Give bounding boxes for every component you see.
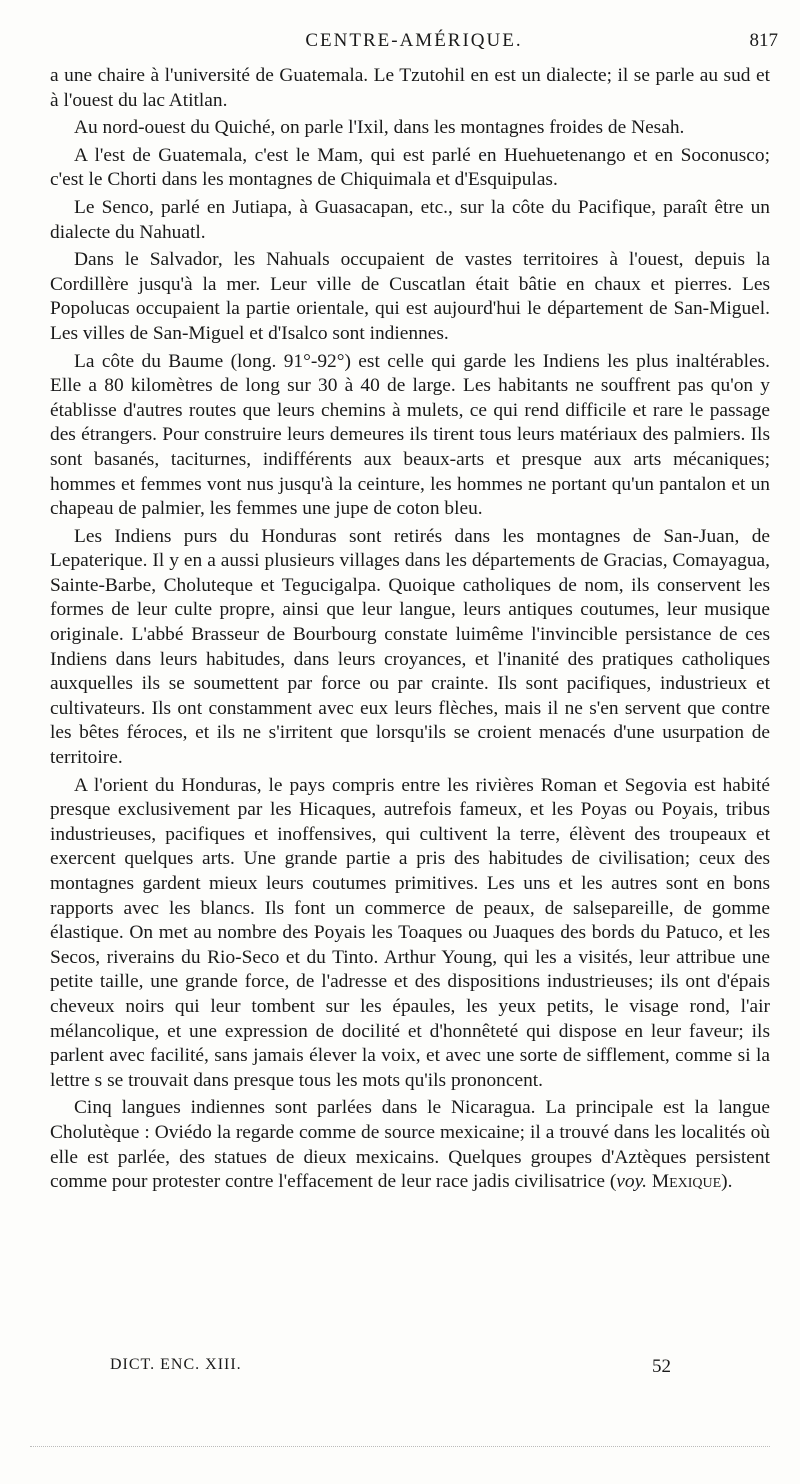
paragraph: a une chaire à l'université de Guatemala. Le Tzutohil en est un dialecte; il se parle au sud et à l'ouest du lac Atitlan.	[50, 65, 770, 111]
page-number: 817	[749, 30, 778, 51]
cross-reference: Mexique	[651, 1171, 722, 1193]
paragraph: La côte du Baume (long. 91°-92°) est celle qui garde les Indiens les plus inaltérables. Elle a 80 kilomètres de long sur 30 à 40 de large. Les habitants ne souffrent pas qu'on y établisse d'autres routes que leurs chemins à mulets, ce qui rend difficile et rare le passage des étrangers. Pour construire leurs demeures ils tirent tous leurs matériaux des palmiers. Ils sont basanés, taciturnes, indifférents aux beaux-arts et presque aux arts mécaniques; hommes et femmes vont nus jusqu'à la ceinture, les hommes ne portant qu'un pantalon et un chapeau de palmier, les femmes une jupe de coton bleu.	[50, 350, 770, 520]
voy-abbrev: voy.	[616, 1171, 647, 1193]
body-text	[50, 64, 770, 1198]
paragraph: Dans le Salvador, les Nahuals occupaient de vastes territoires à l'ouest, depuis la Cordillère jusqu'à la mer. Leur ville de Cuscatlan était bâtie en chaux et pierres. Les Popolucas occupaient la partie orientale, qui est aujourd'hui le département de San-Miguel. Les villes de San-Miguel et d'Isalco sont indiennes.	[50, 249, 770, 344]
page-header	[50, 30, 778, 56]
running-title: CENTRE-AMÉRIQUE.	[305, 30, 523, 51]
bottom-dotted-rule	[30, 1446, 770, 1447]
signature-mark: DICT. ENC. XIII.	[110, 1356, 242, 1373]
paragraph: Les Indiens purs du Honduras sont retirés dans les montagnes de San-Juan, de Lepaterique. Il y en a aussi plusieurs villages dans les départements de Gracias, Comayagua, Sainte-Barbe, Choluteque et Tegucigalpa. Quoique catholiques de nom, ils conservent les formes de leur culte propre, ainsi que leur langue, leurs antiques coutumes, leur musique originale. L'abbé Brasseur de Bourbourg constate luimême l'invincible persistance de ces Indiens dans leurs habitudes, dans leurs croyances, et l'inanité des pratiques catholiques auxquelles ils se soumettent par force ou par crainte. Ils sont pacifiques, industrieux et cultivateurs. Ils ont constamment avec eux leurs flèches, mais il ne s'en servent que contre les bêtes féroces, et ils ne s'irritent que lorsqu'ils se croient menacés d'une usurpation de territoire.	[50, 525, 770, 769]
paragraph-close: ).	[721, 1171, 733, 1193]
paragraph: Le Senco, parlé en Jutiapa, à Guasacapan, etc., sur la côte du Pacifique, paraît être un dialecte du Nahuatl.	[50, 196, 770, 243]
paragraph: A l'orient du Honduras, le pays compris entre les rivières Roman et Segovia est habité presque exclusivement par les Hicaques, autrefois fameux, et les Poyas ou Poyais, tribus industrieuses, pacifiques et inoffensives, qui cultivent la terre, élèvent des troupeaux et exercent quelques arts. Une grande partie a pris des habitudes de civilisation; ceux des montagnes gardent mieux leurs coutumes primitives. Les uns et les autres sont en bons rapports avec les blancs. Ils font un commerce de peaux, de salsepareille, de gomme élastique. On met au nombre des Poyais les Toaques ou Juaques des bords du Patuco, et les Secos, riverains du Rio-Seco et du Tinto. Arthur Young, qui les a visités, leur attribue une petite taille, une grande force, de l'adresse et des dispositions industrieuses; ils ont d'épais cheveux noirs qui leur tombent sur les épaules, les yeux petits, le visage rond, l'air mélancolique, et une expression de docilité et d'honnêteté qui dispose en leur faveur; ils parlent avec facilité, sans jamais élever la voix, et avec une sorte de sifflement, comme si la lettre s se trouvait dans presque tous les mots qu'ils prononcent.	[50, 774, 770, 1091]
page-footer	[50, 1356, 778, 1386]
paragraph-text: Cinq langues indiennes sont parlées dans le Nicaragua. La principale est la langue Cholutèque : Oviédo la regarde comme de source mexicaine; il a trouvé dans les localités où elle est parlée, des statues de dieux mexicains. Quelques groupes d'Aztèques persistent comme pour protester contre l'effacement de leur race jadis civilisatrice (	[50, 1097, 770, 1193]
paragraph: A l'est de Guatemala, c'est le Mam, qui est parlé en Huehuetenango et en Soconusco; c'est le Chorti dans les montagnes de Chiquimala et d'Esquipulas.	[50, 144, 770, 191]
paragraph-last	[50, 1096, 770, 1194]
paragraph: Au nord-ouest du Quiché, on parle l'Ixil, dans les montagnes froides de Nesah.	[74, 117, 685, 139]
sheet-number: 52	[652, 1356, 671, 1377]
